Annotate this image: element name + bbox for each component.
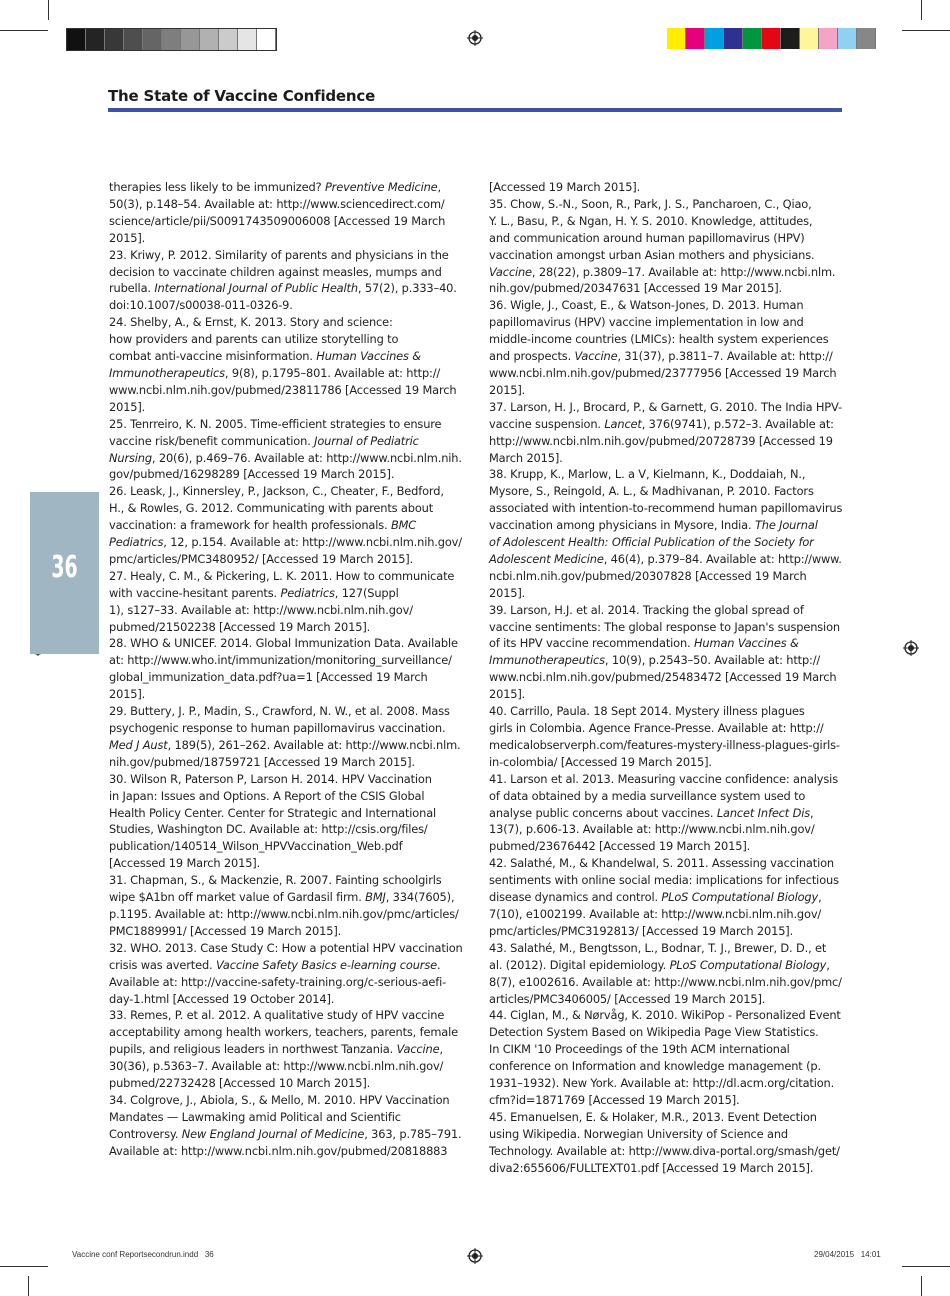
reference-text: . Available at: http://vaccine-safety-training.org/c-serious-aefi- day-1.html [Accessed 19 October 2014]. [109,957,447,1006]
reference-text: 44. Ciglan, M., & Nørvåg, K. 2010. WikiPop - Personalized Event Detection System Based on Wikipedia Page View Statistics. In CIKM '10 Proceedings of the 19th ACM international conference on Information and knowledge management (p. 1931–1932). New York. Available at: http://dl.acm.org/citation. cfm?id=1871769 [Accessed 19 March 2015]. [489,1008,841,1107]
reference-entry [109,483,465,568]
reference-entry [489,399,845,467]
reference-entry [109,568,465,636]
reference-source-title: Human Vaccines & Immunotherapeutics [109,349,421,380]
reference-text: 34. Colgrove, J., Abiola, S., & Mello, M. 2010. HPV Vaccination Mandates — Lawmaking amid Political and Scientific Controversy. [109,1092,450,1141]
reference-entry [489,940,845,1008]
reference-entry [109,179,465,247]
reference-entry [109,1092,465,1160]
reference-text: 25. Tenrreiro, K. N. 2005. Time-efficient strategies to ensure vaccine risk/benefit communication. [109,416,442,448]
registration-mark-icon [467,1248,483,1264]
registration-mark-icon [467,30,483,46]
calibration-swatch [667,28,686,49]
reference-text: , 57(2), p.333–40. doi:10.1007/s00038-011-0326-9. [109,281,457,313]
calibration-swatch [819,28,838,49]
reference-text: 43. Salathé, M., Bengtsson, L., Bodnar, T. J., Brewer, D. D., et al. (2012). Digital epidemiology. [489,940,827,972]
crop-mark [921,0,922,20]
reference-text: , 12, p.154. Available at: http://www.ncbi.nlm.nih.gov/ pmc/articles/PMC3480952/ [Accessed 19 March 2015]. [109,535,462,566]
reference-text: 40. Carrillo, Paula. 18 Sept 2014. Mystery illness plagues girls in Colombia. Agence France-Presse. Available at: http:// medicalobserverph.com/features-mystery-illness-plagues-girls- in-colombia/ [Accessed 19 March 2015]. [489,704,840,769]
reference-source-title: Med J Aust [109,737,168,752]
reference-source-title: Vaccine [489,264,532,279]
reference-entry [489,602,845,703]
reference-entry [109,1007,465,1092]
reference-text: , 46(4), p.379–84. Available at: http://www. ncbi.nlm.nih.gov/pubmed/20307828 [Accessed 19 March 2015]. [489,551,842,600]
reference-text: 33. Remes, P. et al. 2012. A qualitative study of HPV vaccine acceptability among health workers, teachers, parents, female pupils, and religious leaders in northwest Tanzania. [109,1008,458,1057]
reference-source-title: New England Journal of Medicine [181,1126,365,1141]
calibration-swatch [724,28,743,49]
reference-source-title: International Journal of Public Health [154,281,358,296]
reference-source-title: PLoS Computational Biology [661,890,819,905]
reference-entry [489,703,845,771]
grayscale-calibration-bar [66,28,277,51]
reference-source-title: Human Vaccines & Immunotherapeutics [489,636,799,668]
reference-text: 26. Leask, J., Kinnersley, P., Jackson, C., Cheater, F., Bedford, H., & Rowles, G. 2012. Communicating with parents about vaccination: a framework for health professionals. [109,484,444,533]
reference-source-title: Pediatrics [280,585,335,600]
calibration-swatch [219,29,238,50]
reference-text: , 189(5), 261–262. Available at: http://www.ncbi.nlm. nih.gov/pubmed/18759721 [Accessed 19 March 2015]. [109,737,461,769]
references-right-column [489,179,845,1176]
reference-text: 39. Larson, H.J. et al. 2014. Tracking the global spread of vaccine sentiments: The global response to Japan's suspension of its HPV vaccine recommendation. [489,602,840,651]
reference-source-title: Vaccine Safety Basics e-learning course [215,957,437,972]
reference-entry [489,771,845,856]
color-calibration-bar [667,28,876,49]
reference-text: , 363, p.785–791. Available at: http://www.ncbi.nlm.nih.gov/pubmed/20818883 [109,1126,462,1158]
reference-text: 29. Buttery, J. P., Madin, S., Crawford, N. W., et al. 2008. Mass psychogenic response to human papillomavirus vaccination. [109,704,450,735]
crop-mark [48,0,49,20]
calibration-swatch [800,28,819,49]
reference-text: 24. Shelby, A., & Ernst, K. 2013. Story and science: how providers and parents can utilize storytelling to combat anti-vaccine misinformation. [109,315,399,364]
reference-source-title: Vaccine [574,349,618,364]
calibration-swatch [705,28,724,49]
calibration-swatch [238,29,257,50]
reference-text: , 28(22), p.3809–17. Available at: http://www.ncbi.nlm. nih.gov/pubmed/20347631 [Accessed 19 Mar 2015]. [489,264,836,296]
reference-text: 35. Chow, S.-N., Soon, R., Park, J. S., Pancharoen, C., Qiao, Y. L., Basu, P., & Ngan, H. Y. S. 2010. Knowledge, attitudes, and communication around human papillomavirus (HPV) vaccination amongst urban Asian mothers and physicians. [489,196,815,262]
reference-text: 36. Wigle, J., Coast, E., & Watson-Jones, D. 2013. Human papillomavirus (HPV) vaccine implementation in low and middle-income countries (LMICs): health system experiences and prospects. [489,298,829,364]
reference-text: 45. Emanuelsen, E. & Holaker, M.R., 2013. Event Detection using Wikipedia. Norwegian University of Science and Technology. Available at: http://www.diva-portal.org/smash/get/ diva2:655606/FULLTEXT01.pdf [Accessed 19 March 2015]. [489,1109,840,1175]
references-left-column [109,179,465,1160]
reference-entry [489,1007,845,1108]
calibration-swatch [200,29,219,50]
reference-entry [489,196,845,297]
reference-entry [109,247,465,315]
reference-text: , 376(9741), p.572–3. Available at: http://www.ncbi.nlm.nih.gov/pubmed/20728739 [Accessed 19 March 2015]. [489,416,834,465]
reference-source-title: PLoS Computational Biology [669,957,827,972]
reference-text: 38. Krupp, K., Marlow, L. a V, Kielmann, K., Doddaiah, N., Mysore, S., Reingold, A. L., & Madhivanan, P. 2010. Factors associated with intention-to-recommend human papillomavirus vaccination among physicians in Mysore, India. [489,467,843,533]
reference-entry [109,771,465,872]
calibration-swatch [67,29,86,50]
reference-text: , 31(37), p.3811–7. Available at: http:// www.ncbi.nlm.nih.gov/pubmed/23777956 [Accessed 19 March 2015]. [489,349,837,397]
calibration-swatch [143,29,162,50]
crop-mark [28,1276,29,1296]
running-header-title: The State of Vaccine Confidence [108,87,376,105]
reference-text: , 50(3), p.148–54. Available at: http://www.sciencedirect.com/ science/article/pii/S0091743509006008 [Accessed 19 March 2015]. [109,180,446,245]
reference-text: , 9(8), p.1795–801. Available at: http:// www.ncbi.nlm.nih.gov/pubmed/23811786 [Accessed 19 March 2015]. [109,365,457,414]
reference-text: , 20(6), p.469–76. Available at: http://www.ncbi.nlm.nih. gov/pubmed/16298289 [Accessed 19 March 2015]. [109,450,462,482]
calibration-swatch [781,28,800,49]
crop-mark [921,1276,922,1296]
reference-text: [Accessed 19 March 2015]. [489,180,641,194]
reference-text: 27. Healy, C. M., & Pickering, L. K. 2011. How to communicate with vaccine-hesitant parents. [109,568,455,600]
reference-entry [489,179,845,196]
reference-source-title: BMC Pediatrics [109,518,417,550]
footer-datetime: 29/04/2015 14:01 [814,1250,881,1259]
crop-mark [902,30,950,31]
calibration-swatch [181,29,200,50]
page-number-tab [30,492,99,654]
calibration-swatch [124,29,143,50]
reference-entry [489,466,845,601]
calibration-swatch [838,28,857,49]
reference-source-title: Lancet [604,416,642,431]
reference-source-title: Preventive Medicine [324,180,438,194]
reference-text: , 13(7), p.606-13. Available at: http://www.ncbi.nlm.nih.gov/ pubmed/23676442 [Accessed 19 March 2015]. [489,805,815,854]
reference-entry [489,297,845,398]
reference-text: , 7(10), e1002199. Available at: http://www.ncbi.nlm.nih.gov/ pmc/articles/PMC3192813/ [Accessed 19 March 2015]. [489,890,822,938]
reference-entry [109,703,465,771]
reference-text: , 8(7), e1002616. Available at: http://www.ncbi.nlm.nih.gov/pmc/ articles/PMC3406005/ [Accessed 19 March 2015]. [489,957,842,1006]
reference-text: , 10(9), p.2543–50. Available at: http:// www.ncbi.nlm.nih.gov/pubmed/25483472 [Accessed 19 March 2015]. [489,653,837,702]
reference-text: , 30(36), p.5363–7. Available at: http://www.ncbi.nlm.nih.gov/ pubmed/22732428 [Accessed 10 March 2015]. [109,1042,444,1091]
reference-text: 32. WHO. 2013. Case Study C: How a potential HPV vaccination crisis was averted. [109,940,463,972]
reference-entry [109,872,465,940]
reference-text: 42. Salathé, M., & Khandelwal, S. 2011. Assessing vaccination sentiments with online social media: implications for infectious disease dynamics and control. [489,856,839,905]
reference-entry [489,855,845,940]
reference-text: 31. Chapman, S., & Mackenzie, R. 2007. Fainting schoolgirls wipe $A1bn off market value of Gardasil firm. [109,873,442,905]
page-number: 36 [51,550,78,585]
calibration-swatch [743,28,762,49]
reference-entry [109,940,465,1008]
reference-source-title: The Journal of Adolescent Health: Official Publication of the Society for Adolescent Medicine [489,518,818,566]
reference-text: 30. Wilson R, Paterson P, Larson H. 2014. HPV Vaccination in Japan: Issues and Options. A Report of the CSIS Global Health Policy Center. Center for Strategic and International Studies, Washington DC. Available at: http://csis.org/files/ publication/140514_Wilson_HPVVaccination_Web.pdf [Accessed 19 March 2015]. [109,771,437,871]
reference-source-title: Vaccine [396,1042,440,1057]
calibration-swatch [857,28,876,49]
footer-file-slug: Vaccine conf Reportsecondrun.indd 36 [72,1250,214,1259]
reference-entry [109,314,465,415]
header-rule [108,108,842,112]
reference-source-title: Lancet Infect Dis [716,805,810,820]
reference-text: 23. Kriwy, P. 2012. Similarity of parents and physicians in the decision to vaccinate children against measles, mumps and rubella. [109,247,449,296]
reference-text: 41. Larson et al. 2013. Measuring vaccine confidence: analysis of data obtained by a media surveillance system used to analyse public concerns about vaccines. [489,771,838,820]
reference-source-title: BMJ [365,890,386,905]
crop-mark [0,1266,48,1267]
calibration-swatch [162,29,181,50]
reference-entry [109,416,465,484]
calibration-swatch [257,29,276,50]
crop-mark [902,1266,950,1267]
reference-source-title: Journal of Pediatric Nursing [109,433,419,465]
crop-mark [0,30,48,31]
reference-entry [489,1109,845,1177]
calibration-swatch [86,29,105,50]
registration-mark-icon [903,640,919,656]
reference-text: , 334(7605), p.1195. Available at: http://www.ncbi.nlm.nih.gov/pmc/articles/ PMC1889991/ [Accessed 19 March 2015]. [109,890,459,938]
calibration-swatch [762,28,781,49]
reference-text: therapies less likely to be immunized? [109,180,325,194]
reference-text: 28. WHO & UNICEF. 2014. Global Immunization Data. Available at: http://www.who.int/immunization/monitoring_surveillance/ global_immunization_data.pdf?ua=1 [Accessed 19 March 2015]. [109,636,458,702]
reference-text: , 127(Suppl 1), s127–33. Available at: http://www.ncbi.nlm.nih.gov/ pubmed/21502238 [Accessed 19 March 2015]. [109,585,413,634]
calibration-swatch [105,29,124,50]
reference-entry [109,635,465,703]
calibration-swatch [686,28,705,49]
reference-text: 37. Larson, H. J., Brocard, P., & Garnett, G. 2010. The India HPV- vaccine suspension. [489,399,842,431]
